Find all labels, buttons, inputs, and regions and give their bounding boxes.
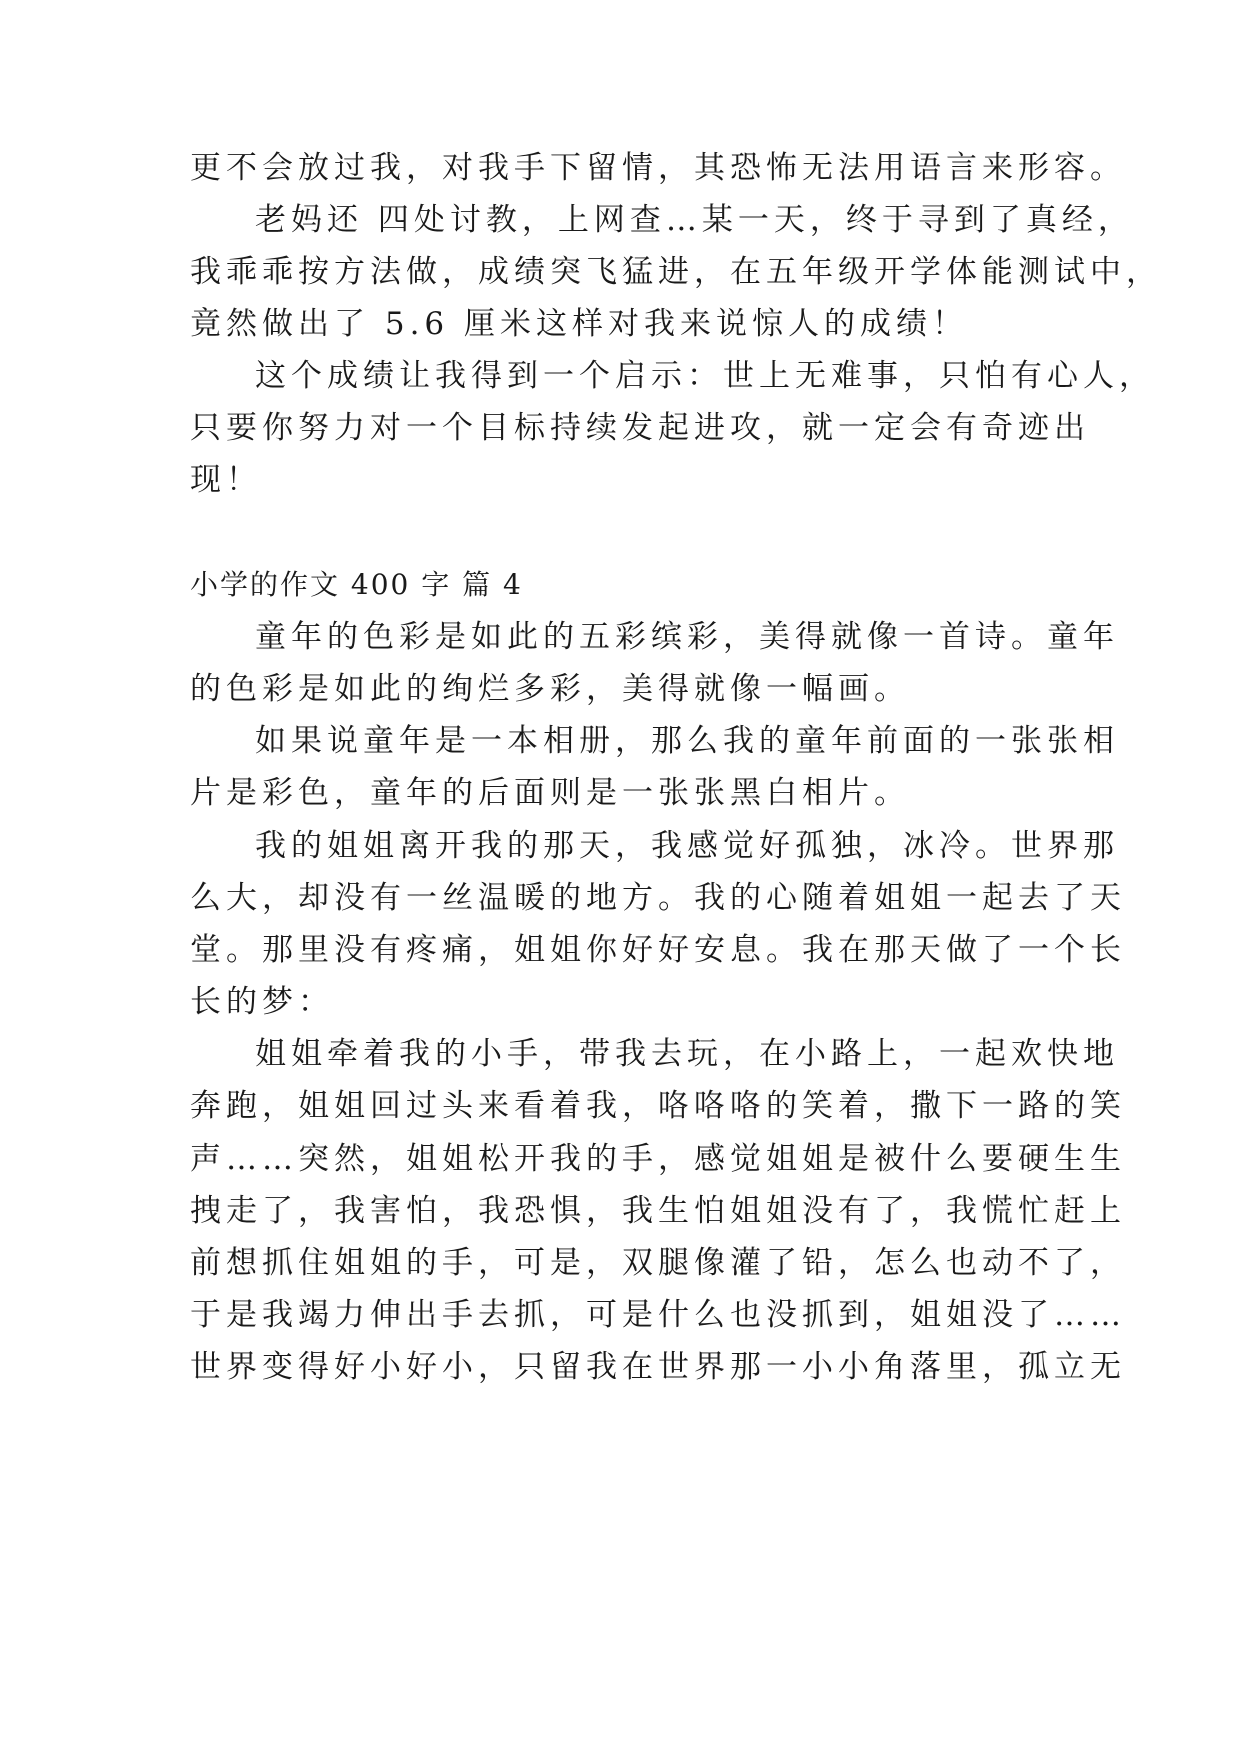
- paragraph-line: 的色彩是如此的绚烂多彩，美得就像一幅画。: [190, 671, 910, 707]
- paragraph-line: 拽走了，我害怕，我恐惧，我生怕姐姐没有了，我慌忙赶上: [190, 1193, 1126, 1229]
- paragraph-line: 世界变得好小好小，只留我在世界那一小小角落里，孤立无: [190, 1349, 1126, 1385]
- paragraph-line: 竟然做出了 5.6 厘米这样对我来说惊人的成绩！: [190, 306, 969, 342]
- paragraph-line: 如果说童年是一本相册，那么我的童年前面的一张张相: [255, 723, 1119, 759]
- paragraph-line: 只要你努力对一个目标持续发起进攻，就一定会有奇迹出: [190, 410, 1090, 446]
- paragraph-line: 么大，却没有一丝温暖的地方。我的心随着姐姐一起去了天: [190, 880, 1126, 916]
- paragraph-line: 奔跑，姐姐回过头来看着我，咯咯咯的笑着，撒下一路的笑: [190, 1088, 1126, 1124]
- paragraph-line: 这个成绩让我得到一个启示：世上无难事，只怕有心人，: [255, 358, 1155, 394]
- paragraph-line: 我的姐姐离开我的那天，我感觉好孤独，冰冷。世界那: [255, 828, 1119, 864]
- paragraph-line: 堂。那里没有疼痛，姐姐你好好安息。我在那天做了一个长: [190, 932, 1126, 968]
- paragraph-line: 于是我竭力伸出手去抓，可是什么也没抓到，姐姐没了……: [190, 1297, 1126, 1333]
- paragraph-line: 片是彩色，童年的后面则是一张张黑白相片。: [190, 775, 910, 811]
- section-heading: 小学的作文 400 字 篇 4: [190, 568, 523, 601]
- paragraph-line: 姐姐牵着我的小手，带我去玩，在小路上，一起欢快地: [255, 1036, 1119, 1072]
- paragraph-line: 童年的色彩是如此的五彩缤彩，美得就像一首诗。童年: [255, 619, 1119, 655]
- paragraph-line: 现！: [190, 462, 262, 498]
- paragraph-line: 声……突然，姐姐松开我的手，感觉姐姐是被什么要硬生生: [190, 1141, 1126, 1177]
- paragraph-line: 前想抓住姐姐的手，可是，双腿像灌了铅，怎么也动不了，: [190, 1245, 1126, 1281]
- paragraph-line: 老妈还 四处讨教，上网查…某一天，终于寻到了真经，: [255, 202, 1134, 238]
- paragraph-line: 更不会放过我，对我手下留情，其恐怖无法用语言来形容。: [190, 150, 1126, 186]
- paragraph-line: 长的梦：: [190, 984, 334, 1020]
- paragraph-line: 我乖乖按方法做，成绩突飞猛进，在五年级开学体能测试中，: [190, 254, 1162, 290]
